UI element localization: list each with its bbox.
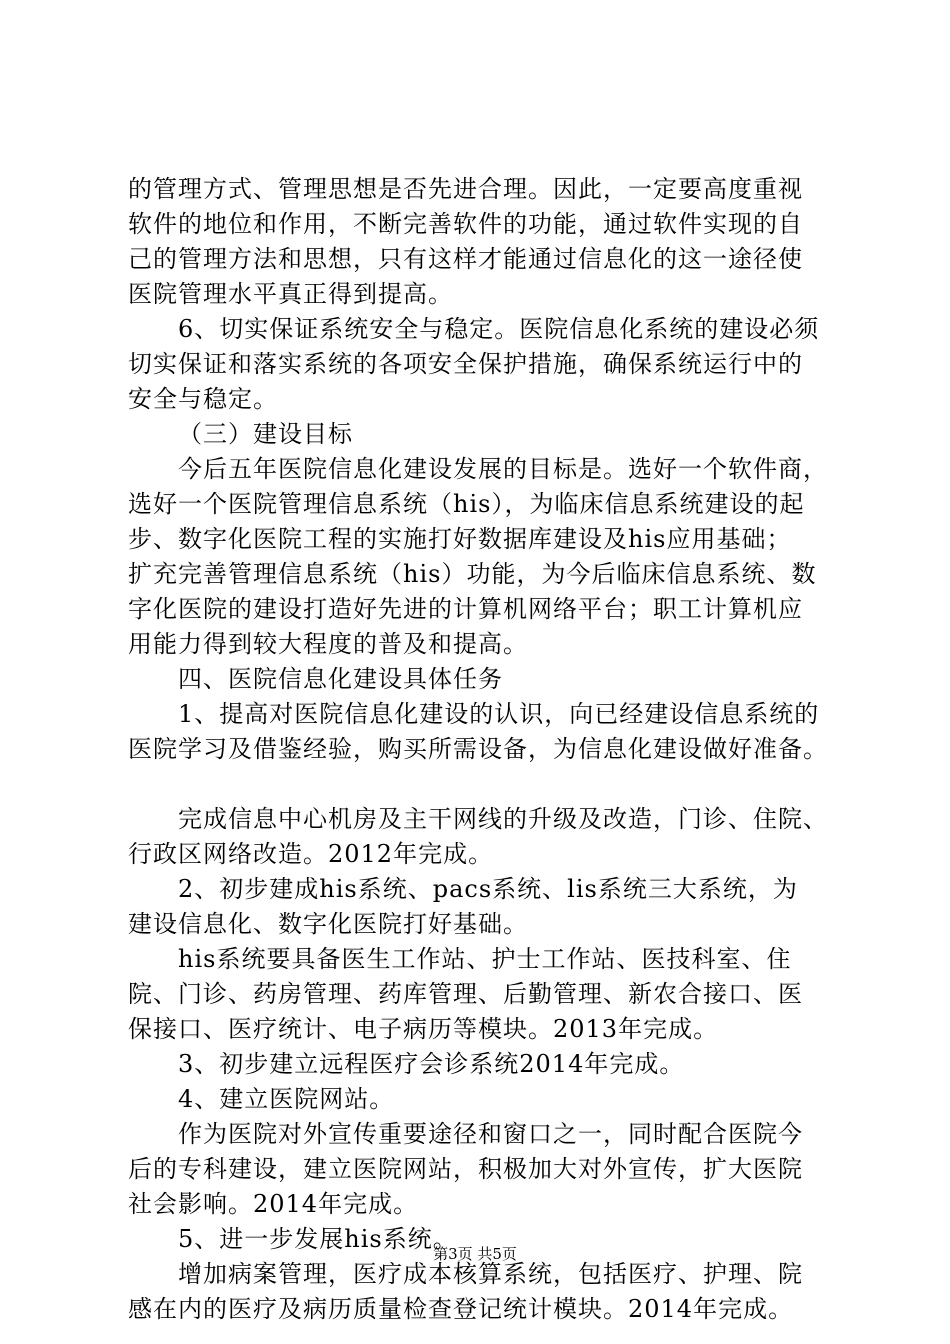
text-line: 己的管理方法和思想，只有这样才能通过信息化的这一途径使 <box>128 245 803 273</box>
text-line: 6、切实保证系统安全与稳定。医院信息化系统的建设必须 <box>178 315 820 343</box>
text-line: 院、门诊、药房管理、药库管理、后勤管理、新农合接口、医 <box>128 980 803 1008</box>
text-line: 安全与稳定。 <box>128 385 278 413</box>
text-line: 2、初步建成his系统、pacs系统、lis系统三大系统，为 <box>178 875 798 903</box>
text-line: 保接口、医疗统计、电子病历等模块。2013年完成。 <box>128 1015 719 1043</box>
text-line: 今后五年医院信息化建设发展的目标是。选好一个软件商， <box>178 455 828 483</box>
text-line: 后的专科建设，建立医院网站，积极加大对外宣传，扩大医院 <box>128 1155 803 1183</box>
text-line: 5、进一步发展his系统。 <box>178 1225 458 1253</box>
text-line: 医院学习及借鉴经验，购买所需设备，为信息化建设做好准备。 <box>128 735 828 763</box>
text-line: 切实保证和落实系统的各项安全保护措施，确保系统运行中的 <box>128 350 803 378</box>
text-line: 作为医院对外宣传重要途径和窗口之一，同时配合医院今 <box>178 1120 803 1148</box>
text-line: 选好一个医院管理信息系统（his），为临床信息系统建设的起 <box>128 490 805 518</box>
text-line: 增加病案管理，医疗成本核算系统，包括医疗、护理、院 <box>178 1260 803 1288</box>
text-line: 1、提高对医院信息化建设的认识，向已经建设信息系统的 <box>178 700 820 728</box>
text-line: 医院管理水平真正得到提高。 <box>128 280 453 308</box>
text-line: 建设信息化、数字化医院打好基础。 <box>128 910 528 938</box>
text-line: 4、建立医院网站。 <box>178 1085 395 1113</box>
text-line: 行政区网络改造。2012年完成。 <box>128 840 494 868</box>
text-line: 步、数字化医院工程的实施打好数据库建设及his应用基础； <box>128 525 792 553</box>
text-line: 四、医院信息化建设具体任务 <box>178 665 503 693</box>
page-footer: 第3页 共5页 <box>433 1245 517 1263</box>
body-text <box>128 172 840 1327</box>
text-line: his系统要具备医生工作站、护士工作站、医技科室、住 <box>178 945 792 973</box>
text-line: 完成信息中心机房及主干网线的升级及改造，门诊、住院、 <box>178 805 828 833</box>
text-line: （三）建设目标 <box>178 420 353 448</box>
text-line: 软件的地位和作用，不断完善软件的功能，通过软件实现的自 <box>128 210 803 238</box>
text-line: 扩充完善管理信息系统（his）功能，为今后临床信息系统、数 <box>128 560 817 588</box>
text-line: 用能力得到较大程度的普及和提高。 <box>128 630 528 658</box>
text-line: 3、初步建立远程医疗会诊系统2014年完成。 <box>178 1050 685 1078</box>
text-line: 字化医院的建设打造好先进的计算机网络平台；职工计算机应 <box>128 595 803 623</box>
blank-line <box>128 767 840 802</box>
text-line: 社会影响。2014年完成。 <box>128 1190 419 1218</box>
text-line: 感在内的医疗及病历质量检查登记统计模块。2014年完成。 <box>128 1295 794 1323</box>
text-line: 的管理方式、管理思想是否先进合理。因此，一定要高度重视 <box>128 175 803 203</box>
